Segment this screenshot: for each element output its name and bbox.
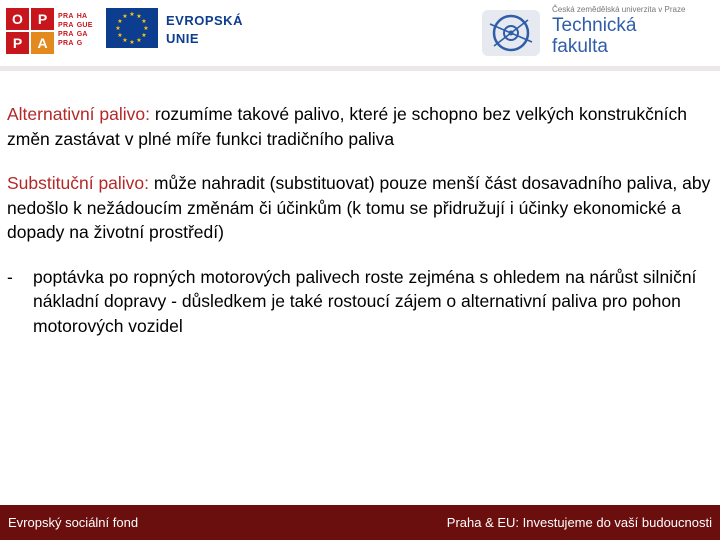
footer-right-text: Praha & EU: Investujeme do vaší budoucnosti: [446, 515, 712, 530]
praha-wordmark: [58, 12, 100, 48]
eu-text-line: UNIE: [166, 31, 200, 46]
praha-text: PRA: [58, 40, 74, 47]
header-bar: [0, 0, 720, 66]
bullet-item: [7, 265, 713, 339]
oppa-logo: [6, 8, 54, 54]
svg-text:★: ★: [117, 18, 123, 25]
praha-text: PRA: [58, 13, 74, 20]
university-name: Česká zemědělská univerzita v Praze: [552, 5, 686, 14]
svg-text:★: ★: [115, 25, 121, 32]
svg-text:★: ★: [143, 25, 149, 32]
definition-substitute: [7, 171, 713, 245]
term-label: Substituční palivo:: [7, 173, 150, 193]
svg-text:★: ★: [141, 32, 147, 39]
svg-text:★: ★: [122, 37, 128, 44]
bullet-marker: -: [7, 266, 13, 287]
definition-text: rozumíme takové palivo, které je schopno bez velkých konstrukčních změn zastávat v plné míře funkci tradičního paliva: [7, 104, 687, 149]
svg-text:★: ★: [129, 11, 135, 18]
eu-text-line: EVROPSKÁ: [166, 13, 243, 28]
oppa-letter: P: [31, 8, 54, 30]
faculty-name: [552, 15, 637, 57]
praha-text: HA: [76, 13, 88, 20]
praha-text: G: [76, 40, 83, 47]
oppa-letter: O: [6, 8, 29, 30]
term-label: Alternativní palivo:: [7, 104, 150, 124]
footer-left-text: Evropský sociální fond: [8, 515, 139, 530]
faculty-name-line: fakulta: [552, 36, 608, 57]
footer-bar: [0, 505, 720, 540]
definition-alternative: [7, 102, 713, 151]
eu-wordmark: [166, 12, 243, 48]
header-divider: [0, 66, 720, 71]
oppa-letter: P: [6, 32, 29, 54]
praha-text: PRA: [58, 31, 74, 38]
oppa-letter: A: [31, 32, 54, 54]
faculty-logo-icon: [480, 6, 542, 60]
faculty-name-line: Technická: [552, 15, 637, 36]
praha-text: GA: [76, 31, 88, 38]
svg-text:★: ★: [117, 32, 123, 39]
svg-text:★: ★: [141, 18, 147, 25]
praha-text: PRA: [58, 22, 74, 29]
definition-text: může nahradit (substituovat) pouze menší část dosavadního paliva, aby nedošlo k nežádoucím změnám či účinkům (k tomu se přidružují i účinky ekonomické a dopady na životní prostředí): [7, 173, 711, 242]
slide-content: [7, 102, 713, 338]
bullet-text: poptávka po ropných motorových palivech roste zejména s ohledem na nárůst silniční nákladní dopravy - důsledkem je také rostoucí zájem o alternativní paliva pro pohon motorových vozidel: [33, 266, 697, 336]
svg-text:★: ★: [122, 13, 128, 20]
svg-text:★: ★: [136, 13, 142, 20]
eu-flag-icon: [106, 8, 158, 48]
svg-text:★: ★: [136, 37, 142, 44]
svg-text:★: ★: [129, 39, 135, 46]
praha-text: GUE: [76, 22, 93, 29]
